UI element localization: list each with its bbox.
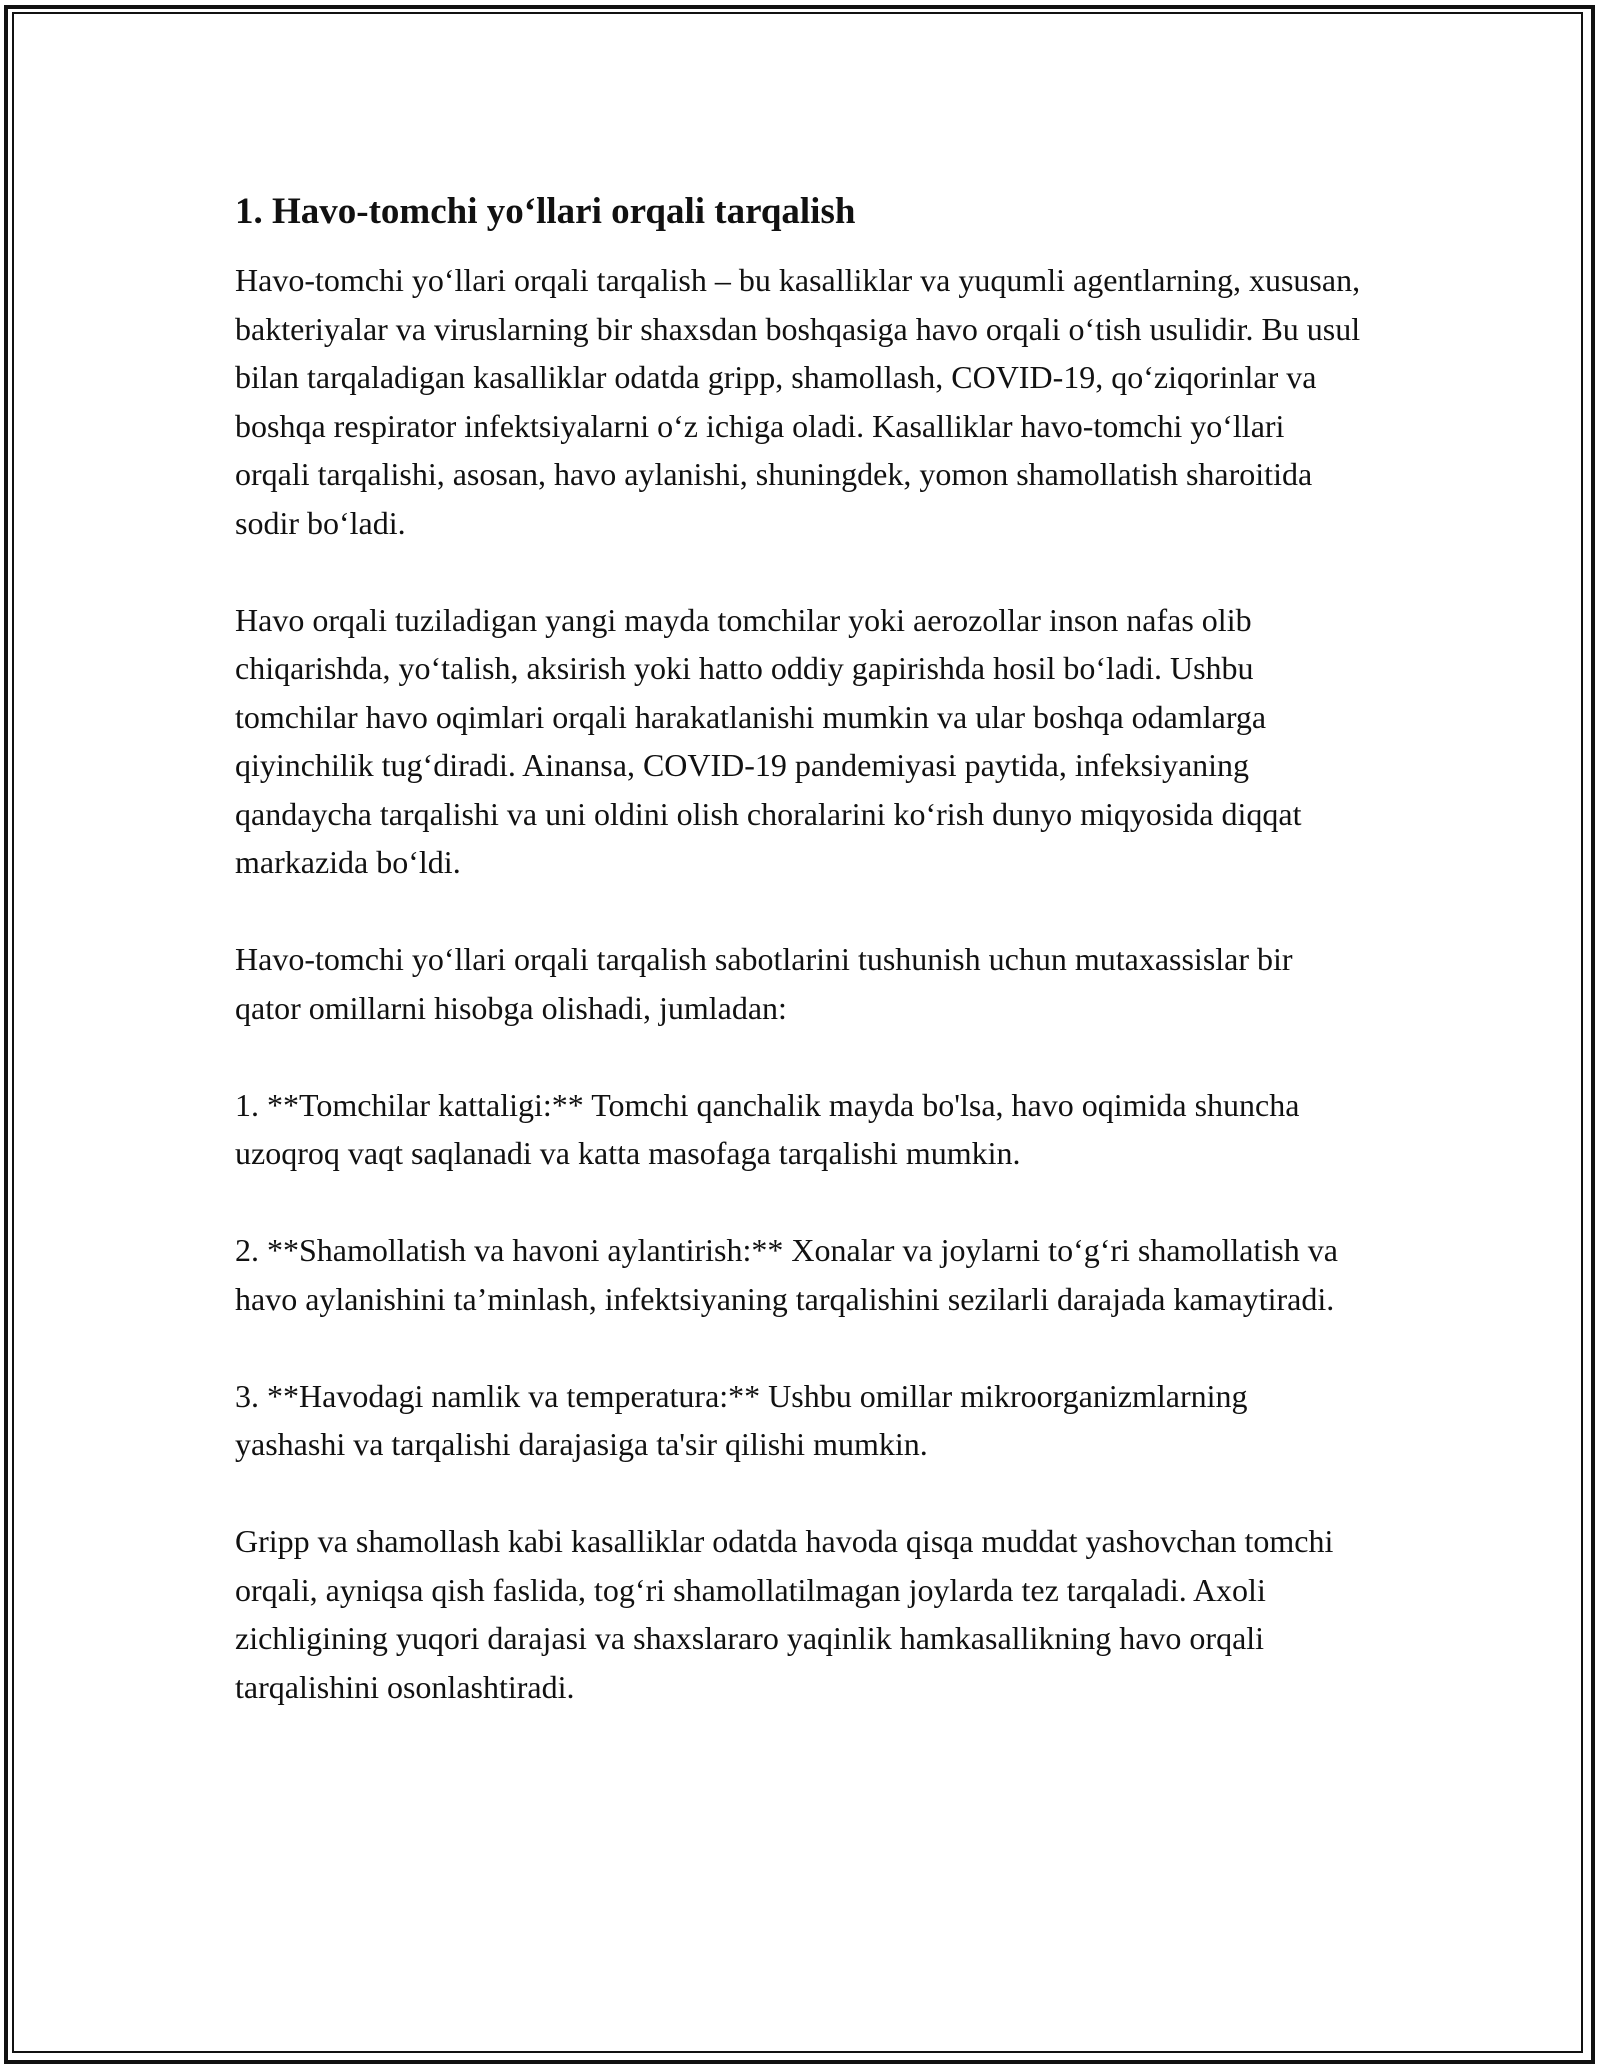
section-heading: 1. Havo-tomchi yo‘llari orqali tarqalish <box>235 191 856 232</box>
paragraph-droplets: Havo orqali tuziladigan yangi mayda tomchilar yoki aerozollar inson nafas olib chiqarishda, yo‘talish, aksirish yoki hatto oddiy gapirishda hosil bo‘ladi. Ushbu tomchilar havo oqimlari orqali harakatlanishi mumkin va ular boshqa odamlarga qiyinchilik tug‘diradi. Ainansa, COVID-19 pandemiyasi paytida, infeksiyaning qandaycha tarqalishi va uni oldini olish choralarini ko‘rish dunyo miqyosida diqqat markazida bo‘ldi. <box>235 601 1302 880</box>
list-item-ventilation: 2. **Shamollatish va havoni aylantirish:** Xonalar va joylarni to‘g‘ri shamollatish va havo aylanishini ta’minlash, infektsiyaning tarqalishini sezilarli darajada kamaytiradi. <box>235 1232 1338 1317</box>
paragraph-conclusion: Gripp va shamollash kabi kasalliklar odatda havoda qisqa muddat yashovchan tomchi orqali, ayniqsa qish faslida, tog‘ri shamollatilmagan joylarda tez tarqaladi. Axoli zichligining yuqori darajasi va shaxslararo yaqinlik hamkasallikning havo orqali tarqalishini osonlashtiradi. <box>235 1523 1334 1705</box>
paragraph-factors-intro: Havo-tomchi yo‘llari orqali tarqalish sabotlarini tushunish uchun mutaxassislar bir qator omillarni hisobga olishadi, jumladan: <box>235 941 1293 1026</box>
list-item-humidity-temperature: 3. **Havodagi namlik va temperatura:** Ushbu omillar mikroorganizmlarning yashashi va tarqalishi darajasiga ta'sir qilishi mumkin. <box>235 1377 1248 1462</box>
list-item-droplet-size: 1. **Tomchilar kattaligi:** Tomchi qanchalik mayda bo'lsa, havo oqimida shuncha uzoqroq vaqt saqlanadi va katta masofaga tarqalishi mumkin. <box>235 1086 1300 1171</box>
document-body <box>235 188 1365 1711</box>
paragraph-intro: Havo-tomchi yo‘llari orqali tarqalish – bu kasalliklar va yuqumli agentlarning, xususan, bakteriyalar va viruslarning bir shaxsdan boshqasiga havo orqali o‘tish usulidir. Bu usul bilan tarqaladigan kasalliklar odatda gripp, shamollash, COVID-19, qo‘ziqorinlar va boshqa respirator infektsiyalarni o‘z ichiga oladi. Kasalliklar havo-tomchi yo‘llari orqali tarqalishi, asosan, havo aylanishi, shuningdek, yomon shamollatish sharoitida sodir bo‘ladi. <box>235 262 1361 541</box>
